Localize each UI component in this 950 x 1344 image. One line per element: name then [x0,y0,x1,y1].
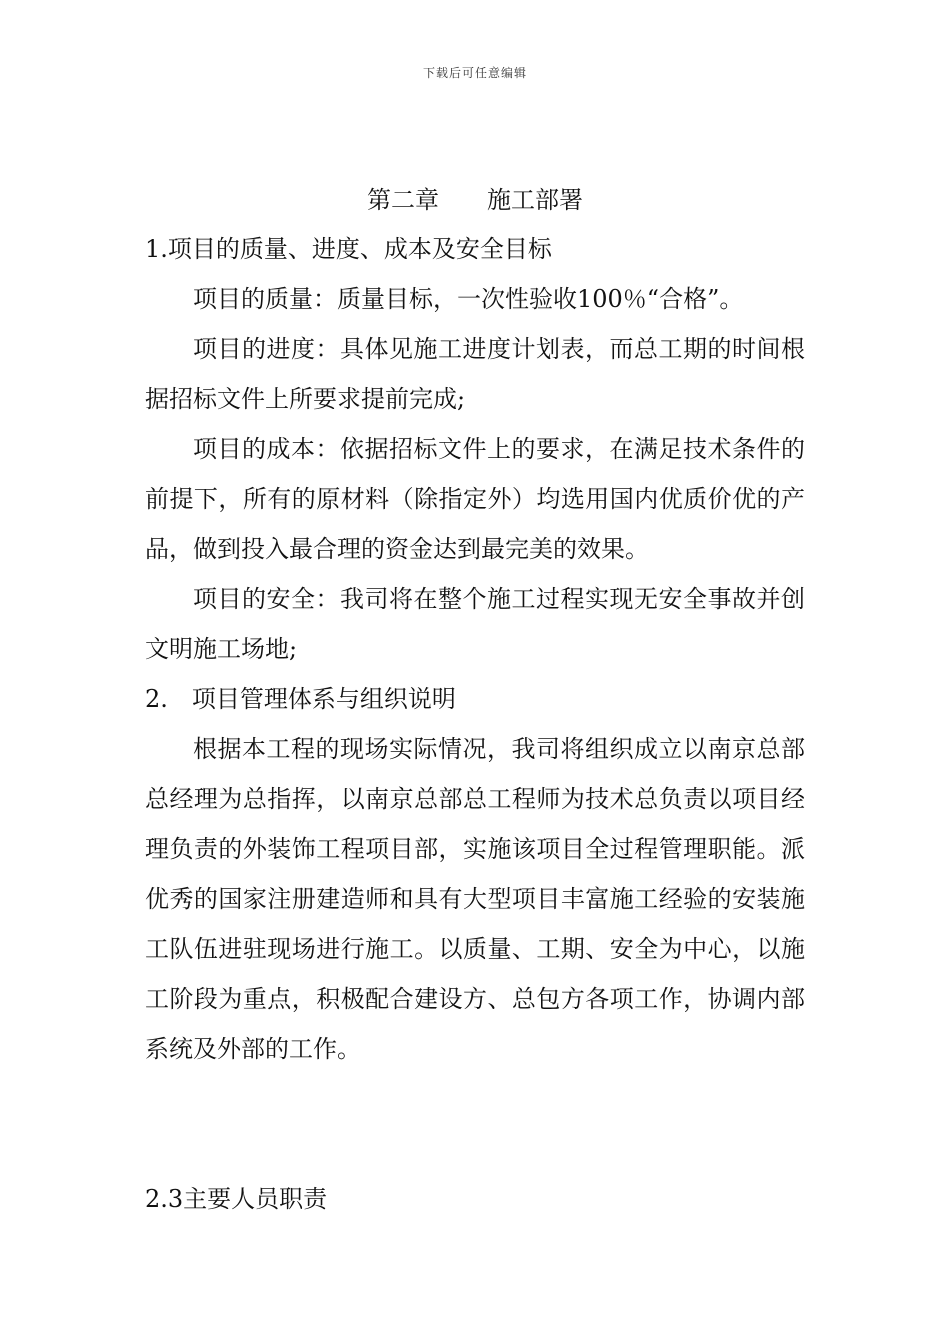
section-heading-3: 2.3主要人员职责 [145,1185,328,1213]
section-heading-2: 2. 项目管理体系与组织说明 [145,685,456,713]
paragraph-schedule: 项目的进度：具体见施工进度计划表，而总工期的时间根据招标文件上所要求提前完成; [145,335,805,413]
chapter-title: 第二章 施工部署 [367,186,583,214]
page-header: 下载后可任意编辑 [422,66,527,80]
document-body [145,224,805,1224]
paragraph-organization: 根据本工程的现场实际情况，我司将组织成立以南京总部总经理为总指挥，以南京总部总工程师为技术总负责以项目经理负责的外装饰工程项目部，实施该项目全过程管理职能。派优秀的国家注册建造师和具有大型项目丰富施工经验的安装施工队伍进驻现场进行施工。以质量、工期、安全为中心，以施工阶段为重点，积极配合建设方、总包方各项工作，协调内部系统及外部的工作。 [145,735,805,1063]
spacer [145,1074,805,1174]
paragraph-quality: 项目的质量：质量目标，一次性验收100％“合格”。 [193,285,744,313]
paragraph-safety: 项目的安全：我司将在整个施工过程实现无安全事故并创文明施工场地; [145,585,805,663]
paragraph-cost: 项目的成本：依据招标文件上的要求，在满足技术条件的前提下，所有的原材料（除指定外）均选用国内优质价优的产品，做到投入最合理的资金达到最完美的效果。 [145,435,805,563]
section-heading-1: 1.项目的质量、进度、成本及安全目标 [145,235,552,263]
